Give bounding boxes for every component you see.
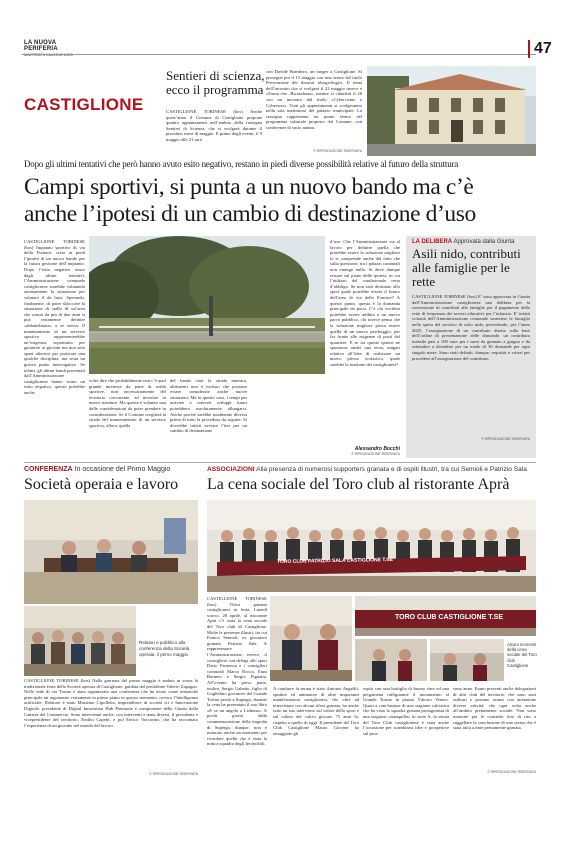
main-article-copyright: © RIPRODUZIONE RISERVATA [351, 452, 400, 456]
main-article-col2-lower [89, 378, 166, 455]
top-article-copyright: © RIPRODUZIONE RISERVATA [313, 149, 362, 153]
top-headline-line2: ecco il programma [166, 82, 264, 97]
conferenza-photo-caption: Relatori e pubblico alla conferenza della Società operaia, il primo maggio [139, 640, 190, 657]
toro-club-speaker-photo [355, 639, 427, 681]
associazioni-kicker: Alla presenza di numerosi supporters granata e di ospiti illustri, tra cui Semioli e Patrizio Sala [256, 466, 527, 473]
associazioni-copyright: © RIPRODUZIONE RISERVATA [487, 770, 536, 774]
delibera-box [406, 236, 536, 458]
publication-name: LA NUOVA PERIFERIA [24, 40, 58, 52]
conferenza-photo-audience [24, 606, 136, 676]
delibera-headline-line2: alle famiglie per le rette [412, 260, 510, 289]
page-number-bar [528, 40, 530, 58]
delibera-tag [406, 236, 536, 245]
top-article-body2: con Davide Bombero, un ranger a Castiglione. Si prosegue poi il 15 maggio con una serata dal titolo Prevenzione dei dissesti idrogeologici. Il tema dell’incontro che si svolgerà il 22 maggio invece è «Fuma che...Bwaashaaa», mentre si chiuderà il 26 con un incontro dal titolo «Cybercrime e Cyberwar». Tutti gli appuntamenti si svolgeranno nella sala matrimoni del palazzo municipale. La rassegna rappresenta un punto fermo del programma culturale proposto dal Comune, con conferenze di vario natura. [266, 69, 362, 130]
main-article-col3b [251, 378, 325, 455]
main-headline [24, 174, 536, 228]
associazioni-col4: simo anno. Erano presenti anche delegazioni di altri club del territorio, che sono stati radicati e portano avanti con attenzione diverse attività, che ogni volta anche all’ambito prettamente sociale. Non sono mancate poi le consuete foto di rito a suggellare la conclusione di una serata che è stata tutta a tinte prettamente granata. [453, 686, 536, 731]
main-article-author: Alessandro Bocchi [354, 446, 400, 452]
municipal-building-photo [367, 66, 536, 156]
conferenza-copyright: © RIPRODUZIONE RISERVATA [149, 772, 198, 776]
associazioni-photo-caption: Alcuni momenti della cena sociale del Toro club Castiglione [507, 642, 537, 668]
associazioni-tag [207, 466, 536, 473]
page-number: 47 [534, 40, 552, 57]
main-article-col3: del bando sarà la strada maestra, altrimenti non è escluso che possano essere considerate anche nuove situazioni. Ma in questo caso, i tempi per arrivare a concreti sviluppi futuri potrebbero assolutamente allungarsi. Anche perché sarebbe totalmente diversa prima di tutto la procedura da seguire. Si dovrebbe infatti avviare l’iter per un cambio di destinazione [170, 378, 247, 434]
associazioni-col3: ospiti con una bottiglia di buono vino ed una pergamena raffigurante il monumento al Grande Torino in piazza Vittorio Veneto. Quasi a conclusione di una stagione calcistica che ha visto la squadra granata protagonista di una stagione «tranquilla» in serie A, la serata del Toro Club castiglionese è stata anche l’occasione per scambiarsi idee e prospettive sul pros- [363, 686, 449, 736]
delibera-body: CASTIGLIONE TORINESE (bos) E’ stata approvata in Giunta dall’Amministrazione castiglionese una delibera per la concessione di contributi alle famiglie per il pagamento delle rette di frequenza dei servizi educativi per l’infanzia. E’ infatti volontà dell’Amministrazione comunale sostenere le famiglie nella spesa del servizio di asilo nido, prevedendo, per l’anno 2025, l’assegnazione di un contributo diretto sulla base dell’ordine di presentazione delle domande, un contributo mensile pari a 100 euro per i mesi da gennaio a giugno e da settembre a dicembre per un totale di 30 domande per ogni singolo mese. Sono stati definiti, dunque, requisiti e criteri per procedere all’assegnazione del contributo. [412, 294, 530, 361]
sports-field-photo [89, 236, 325, 374]
toro-club-banner-text: TORO CLUB PATRIZIO SALA CASTIGLIONE T.SE [276, 556, 393, 566]
main-article-col1: CASTIGLIONE TORINESE (bos) Impianto sportivo di via della Fornace, resta in piedi l’ipotesi di un nuovo bando per la futura gestione dell’impianto. Dopo l’esito negativo avuto dagli ultimi tentativi, l’Amministrazione comunale castiglionese starebbe valutando attentamente la situazione per valutare il da farsi. Sperando, finalmente, di poter sbloccare la situazione di stallo di un’area che ormai da più di due anni si può certamente definire «abbandonata» a se stessa. Il mantenimento di un servizio sportivo rappresenterebbe un’esigenza, soprattutto per garantire ai giovani ma non solo spazi ulteriori per praticare una qualche disciplina, ma resta un grosso punto interrogativo. Se infatti, gli ultimi bandi presentati dall’Amministrazione castiglionese hanno avuto un esito negativo, questo potrebbe anche [24, 239, 85, 396]
delibera-copyright: © RIPRODUZIONE RISERVATA [481, 437, 530, 441]
main-headline-line1: Campi sportivi, si punta a un nuovo bando ma c’è [24, 174, 474, 200]
conferenza-body: CASTIGLIONE TORINESE (bos) Nella giornata del primo maggio è andata in scena la tradizionale festa della Società operaia di Castiglione, guidata dal presidente Valerio Zapagno. Nelle sede di via Torino è stata organizzata una conferenza che ha avuto come tematiche principale un argomento certamente in primo piano in questo momento, ovvero l’Intelligenza artificiale. Relatore è stato Massimo Cipolletta, imprenditore di società ict e Innovazione Digitale, presidente di Digital Innovation Hub Piemonte e componente della Giunta della Camera del Commercio. Sono intervenuti anche, con interventi a tema diversi, il presidente e vicepresidente del territorio, Emilio Capetti, e poi Enrico Vaccarino, che ha raccontato l’esperienza di un giovane nel mondo del lavoro. [24, 678, 198, 728]
toro-club-group-photo [207, 500, 536, 592]
associazioni-label: ASSOCIAZIONI [207, 466, 255, 473]
associazioni-headline: La cena sociale del Toro club al ristorante Aprà [207, 476, 510, 493]
delibera-label: LA DELIBERA [412, 239, 453, 245]
delibera-headline [406, 245, 536, 291]
conferenza-headline: Società operaia e lavoro [24, 476, 179, 493]
conferenza-tag [24, 466, 204, 473]
top-headline-line1: Sentieri di scienza, [166, 68, 265, 83]
section-label: CASTIGLIONE [24, 95, 144, 114]
delibera-headline-line1: Asili nido, contributi [412, 246, 521, 261]
toro-club-banner-text-2: TORO CLUB CASTIGLIONE T.SE [395, 614, 503, 621]
toro-club-photo-small [430, 639, 504, 681]
conferenza-kicker: In occasione del Primo Maggio [74, 466, 171, 473]
associazioni-side-col: CASTIGLIONE TORINESE (bos) Tifosi granata castiglionesi in festa. Lunedì scorso, 28 aprile, al ristorante Aprà c’è stata la cena sociale del Toro club di Castiglione. Molte le presenze illustri, tra cui Franco Semioli, ex giocatore granata, Patrizio Sala. A rappresentare l’Amministrazione, invece, il consigliere con delega allo sport Dario Paonessa e i consiglieri comunali Marco Rocca, Enza Bernero e Sergio Pignatta. All’evento ha preso parte, inoltre, Sergio Gabetto, figlio di Guglielmo giocatore del Grande Torino perito a Superga, durante la cena ha presentato il suo libro «E se un angelo a Lisbona». A pochi giorni dalla commemorazione della tragedia di Superga, dunque, non è mancato anche un momento per ricordare quella che è stata la mitica squadra degli Invincibili. [207, 596, 267, 747]
header-rule [22, 54, 536, 55]
toro-club-dinner-photo [270, 596, 352, 681]
top-article-body: CASTIGLIONE TORINESE (bos) Anche quest’anno il Comune di Castiglione propone quattro appuntamenti nell’ambito della rassegna Sentieri di Scienza, che si svolgerà durante il prossimo mese di maggio. Il primo degli eventi, il 9 maggio alle 21 sarà [166, 109, 262, 142]
main-kicker: Dopo gli ultimi tentativi che però hanno avuto esito negativo, restano in piedi diverse possibilità relative al futuro della struttura [24, 159, 459, 169]
conferenza-photo-speakers [24, 500, 198, 604]
section-divider [24, 462, 536, 463]
main-article-col2-text: voler dire che probabilmente non c’è quel grande interesse da parte di realtà sportive, non necessariamente del territorio circostante, ad investire in nuove strutture. Ma questa è soltanto una delle considerazioni da poter prendere in considerazione. Se il Comune sceglierà la strada del mantenimento di un servizio sportivo, allora, quella [89, 378, 166, 428]
conferenza-label: CONFERENZA [24, 466, 73, 473]
main-article-col4: d’uso. Che l’Amministrazione sia al lavoro per definire quella che potrebbe essere la soluzione migliore lo si comprende anche dal fatto che sulla questione, tra i palazzi comunali non emerge nulla. Si deve dunque restare sul piano delle ipotesi, in cui l’utilizzo del condizionale resta d’obbligo. Se non sarà destinato allo sport quale potrebbe essere il futuro dell’area di via della Fornace? A questo punto, questa è la domanda principale da porsi. C’è chi vocifera potrebbe essere adibita a un nuovo parco pubblico, chi invece pensa che la soluzione migliore possa essere quella di un nuovo parcheggio, per far fronte alle esigenze di posti del quartiere. E se tra queste ipotesi ne spuntasse anche una terza, magari relativa all’idea di realizzare un nuovo plesso scolastico, quale sarebbe la reazione dei castiglionesi? [330, 239, 400, 368]
main-headline-line2: anche l’ipotesi di un cambio di destinazione d’uso [24, 201, 476, 227]
associazioni-col2: A condurre la serata è stato Antonio Angelili, speaker ed animatore di altre importanti manifestazioni castiglionesi, che oltre ad intervistare con alcuni tifosi granata, ha anche fatto un suo intervento sul valore dello sport e sul valore del calcio giocato 75 anni fa, rispetto a quello di oggi. Il presidente del Toro Club Castiglione Mauro Giovine ha omaggiato gli [273, 686, 359, 736]
delibera-kicker: Approvata dalla Giunta [453, 239, 515, 245]
toro-club-banner-photo-2 [355, 596, 536, 636]
